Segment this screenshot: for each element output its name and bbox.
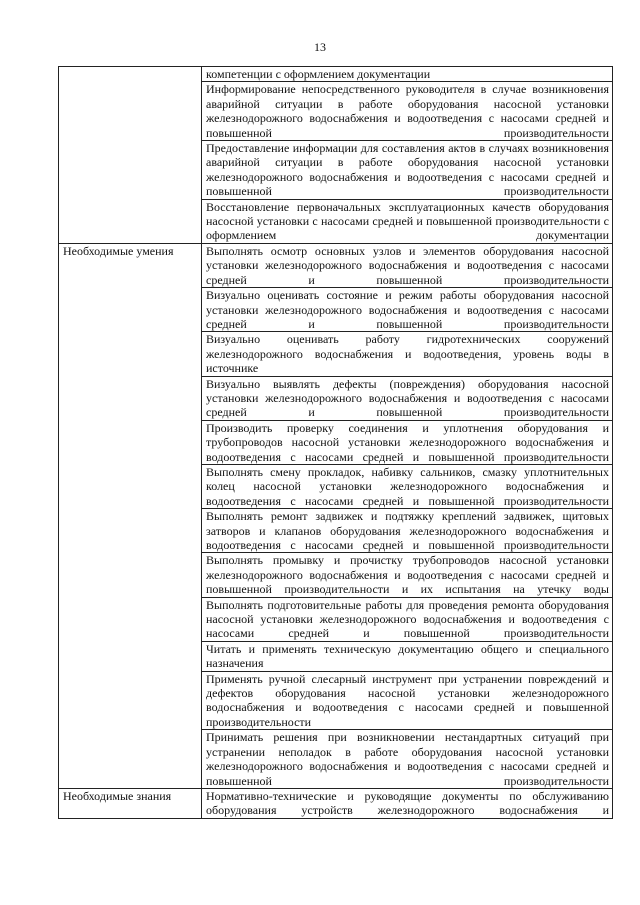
- description-cell: Выполнять смену прокладок, набивку сальников, смазку уплотнительных колец насосной установки железнодорожного водоснабжения и водоотведения с насосами средней и повышенной производительности: [202, 464, 613, 508]
- description-cell: Предоставление информации для составления актов в случаях возникновения аварийной ситуации в работе оборудования насосной установки железнодорожного водоснабжения и водоотведения с насосами средней и повышенной производительности: [202, 141, 613, 200]
- table-row: [59, 67, 613, 82]
- description-cell: Применять ручной слесарный инструмент при устранении повреждений и дефектов оборудования насосной установки железнодорожного водоснабжения и водоотведения с насосами средней и повышенной производительности: [202, 671, 613, 730]
- group-label-cell: Необходимые знания: [59, 788, 202, 818]
- description-cell: Восстановление первоначальных эксплуатационных качеств оборудования насосной установки с насосами средней и повышенной производительности с оформлением документации: [202, 199, 613, 243]
- description-cell: Принимать решения при возникновении нестандартных ситуаций при устранении неполадок в работе оборудования насосной установки железнодорожного водоснабжения и водоотведения с насосами средней и повышенной производительности: [202, 730, 613, 789]
- description-cell: Визуально оценивать работу гидротехнических сооружений железнодорожного водоснабжения и водоотведения, уровень воды в источнике: [202, 332, 613, 376]
- description-cell: Производить проверку соединения и уплотнения оборудования и трубопроводов насосной установки железнодорожного водоснабжения и водоотведения с насосами средней и повышенной производительности: [202, 420, 613, 464]
- description-cell: Выполнять осмотр основных узлов и элементов оборудования насосной установки железнодорожного водоснабжения и водоотведения с насосами средней и повышенной производительности: [202, 243, 613, 287]
- description-cell: Выполнять промывку и прочистку трубопроводов насосной установки железнодорожного водоснабжения и водоотведения с насосами средней и повышенной производительности и их испытания на утечку воды: [202, 553, 613, 597]
- table-row: [59, 788, 613, 818]
- description-cell: Визуально оценивать состояние и режим работы оборудования насосной установки железнодорожного водоснабжения и водоотведения с насосами средней и повышенной производительности: [202, 288, 613, 332]
- description-cell: Выполнять ремонт задвижек и подтяжку креплений задвижек, щитовых затворов и клапанов оборудования железнодорожного водоснабжения и водоотведения с насосами средней и повышенной производительности: [202, 509, 613, 553]
- description-cell: Нормативно-технические и руководящие документы по обслуживанию оборудования устройств железнодорожного водоснабжения и: [202, 788, 613, 818]
- group-label-cell: [59, 67, 202, 244]
- description-cell: компетенции с оформлением документации: [202, 67, 613, 82]
- requirements-table-body: [59, 67, 613, 819]
- description-cell: Визуально выявлять дефекты (повреждения) оборудования насосной установки железнодорожного водоснабжения и водоотведения с насосами средней и повышенной производительности: [202, 376, 613, 420]
- description-cell: Выполнять подготовительные работы для проведения ремонта оборудования насосной установки железнодорожного водоснабжения и водоотведения с насосами средней и повышенной производительности: [202, 597, 613, 641]
- table-row: [59, 243, 613, 287]
- group-label-cell: Необходимые умения: [59, 243, 202, 788]
- description-cell: Информирование непосредственного руководителя в случае возникновения аварийной ситуации в работе оборудования насосной установки железнодорожного водоснабжения и водоотведения с насосами средней и повышенной производительности: [202, 82, 613, 141]
- page-number: 13: [314, 40, 326, 54]
- requirements-table: [58, 66, 613, 819]
- description-cell: Читать и применять техническую документацию общего и специального назначения: [202, 641, 613, 671]
